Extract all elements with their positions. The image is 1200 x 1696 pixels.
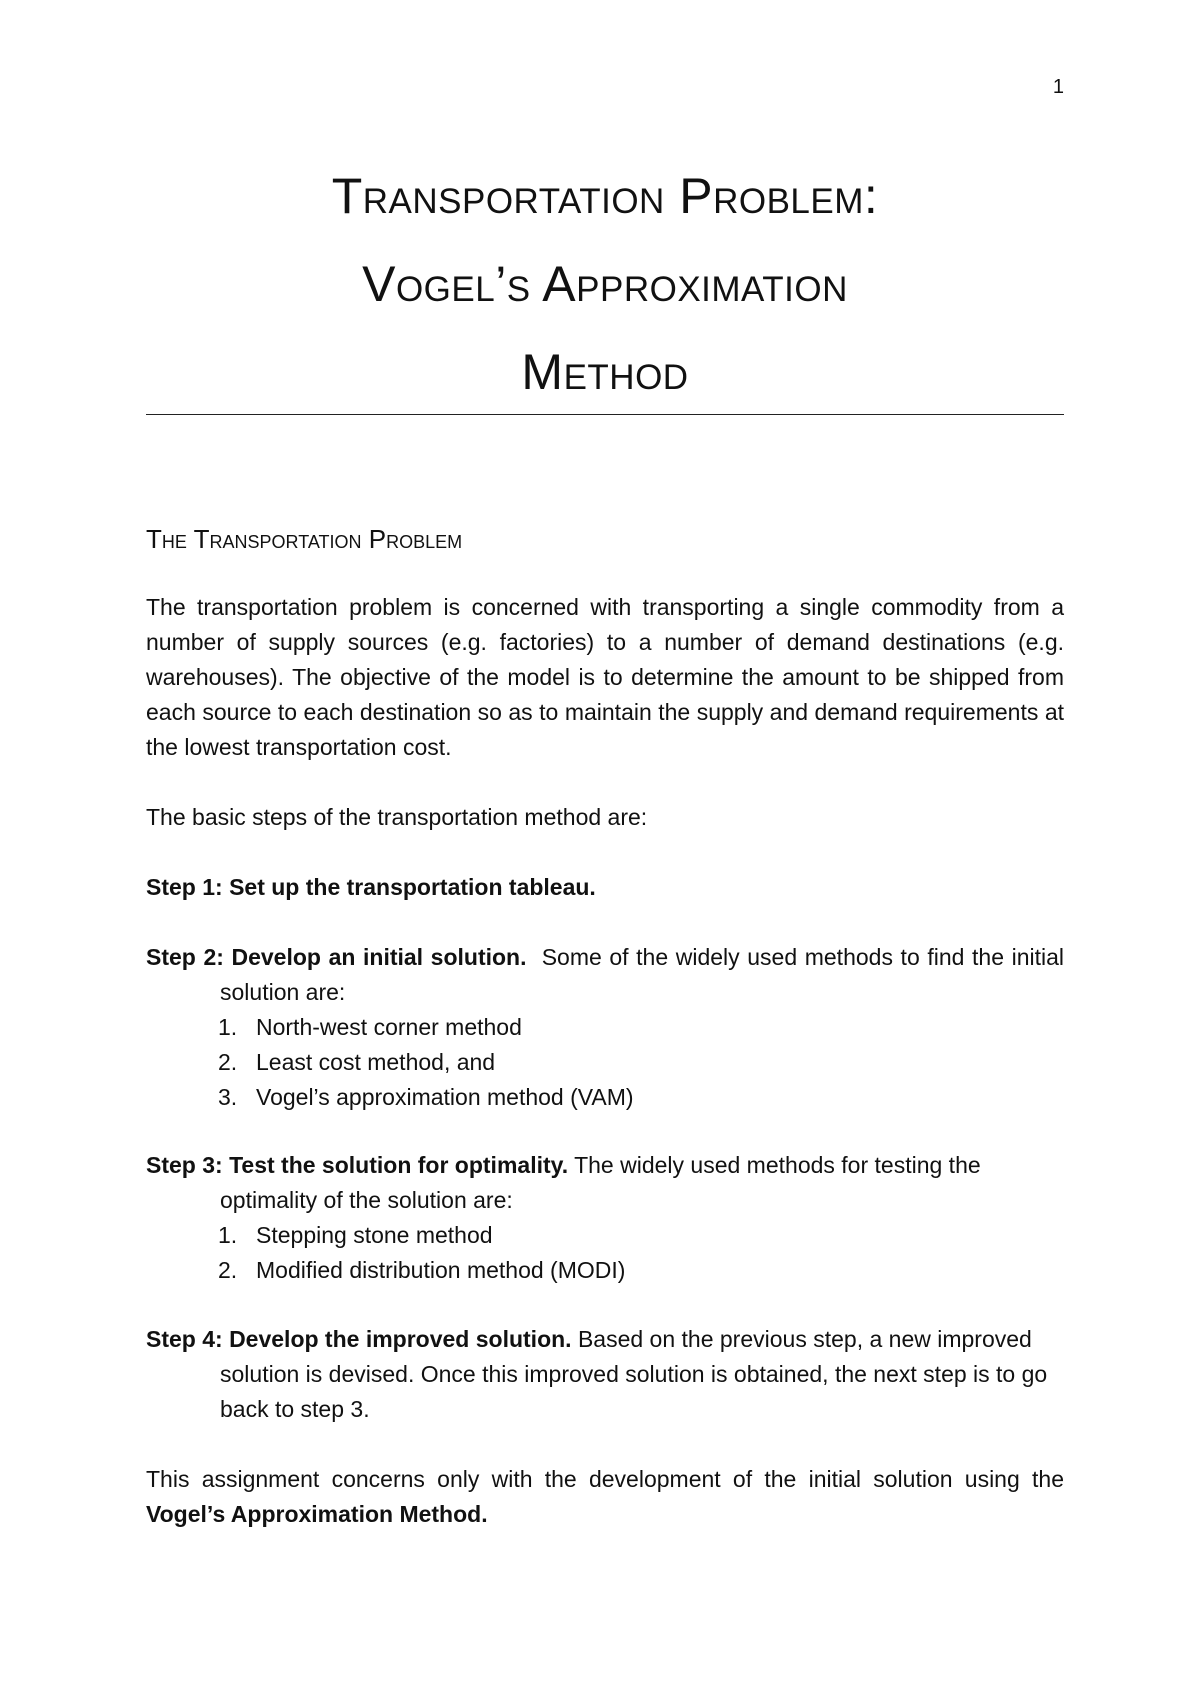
step-3 — [146, 1148, 1064, 1218]
step-3-text: The widely used methods for testing the optimality of the solution are: — [220, 1152, 981, 1213]
intro-paragraph: The transportation problem is concerned with transporting a single commodity from a number of supply sources (e.g. factories) to a number of demand destinations (e.g. warehouses). The objective of the model is to determine the amount to be shipped from each source to each destination so as to maintain the supply and demand requirements at the lowest transportation cost. — [146, 594, 1064, 760]
closing-emphasis: Vogel’s Approximation Method. — [146, 1501, 488, 1527]
list-item: 1. Stepping stone method — [218, 1222, 493, 1248]
list-item: 2. Least cost method, and — [218, 1049, 496, 1075]
step-4 — [146, 1322, 1064, 1427]
list-item: 1. North-west corner method — [218, 1014, 522, 1040]
step-4-text: Based on the previous step, a new improved solution is devised. Once this improved solution is obtained, the next step is to go back to step 3. — [220, 1326, 1048, 1422]
step-2-label: Step 2: Develop an initial solution. — [146, 944, 527, 970]
step-2-text: Some of the widely used methods to find the initial solution are: — [220, 944, 1065, 1005]
closing-paragraph — [146, 1462, 1064, 1532]
step-1-label: Step 1: Set up the transportation tableau. — [146, 874, 596, 900]
title-line-3: Method — [521, 344, 689, 400]
document-title — [146, 152, 1064, 416]
closing-text: This assignment concerns only with the development of the initial solution using the — [146, 1466, 1064, 1492]
list-item: 3. Vogel’s approximation method (VAM) — [218, 1084, 634, 1110]
step-1 — [146, 870, 1064, 905]
title-divider — [146, 414, 1064, 415]
step-3-label: Step 3: Test the solution for optimality. — [146, 1152, 569, 1178]
title-line-2: Vogel’s Approximation — [362, 256, 848, 312]
page-number: 1 — [1052, 76, 1064, 98]
steps-intro: The basic steps of the transportation method are: — [146, 804, 648, 830]
title-line-1: Transportation Problem: — [331, 168, 879, 224]
step-2 — [146, 940, 1064, 1010]
section-heading: The Transportation Problem — [146, 524, 463, 554]
list-item: 2. Modified distribution method (MODI) — [218, 1257, 626, 1283]
step-3-method-list — [218, 1218, 625, 1288]
step-2-method-list — [218, 1010, 634, 1115]
step-4-label: Step 4: Develop the improved solution. — [146, 1326, 572, 1352]
